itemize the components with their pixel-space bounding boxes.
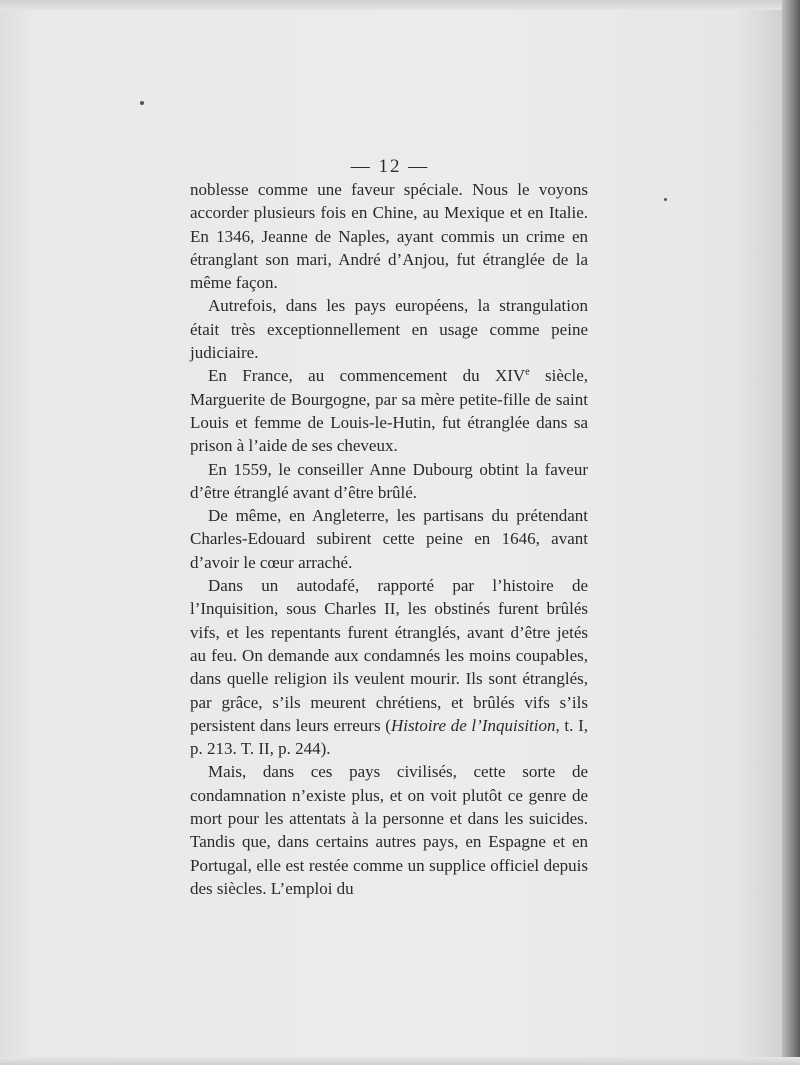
paragraph-text: Mais, dans ces pays civilisés, cette sorte de condamnation n’existe plus, et on voit plutôt ce genre de mort pour les attentats à la personne et dans les suicides. Tandis que, dans certains autres pays, en Espagne et en Portugal, elle est restée comme un supplice officiel depuis des siècles. L’emploi du xyxy=(190,762,588,898)
ink-speck xyxy=(664,198,667,201)
paragraph xyxy=(190,760,588,900)
paragraph xyxy=(190,294,588,364)
paragraph-text: De même, en Angleterre, les partisans du prétendant Charles-Edouard subirent cette peine en 1646, avant d’avoir le cœur arraché. xyxy=(190,506,588,572)
body-text xyxy=(190,178,588,900)
page-top-shadow xyxy=(0,0,800,10)
paragraph xyxy=(190,364,588,457)
paragraph-text: siècle, Marguerite de Bourgogne, par sa mère petite-fille de saint Louis et femme de Louis-le-Hutin, fut étranglée dans sa prison à l’aide de ses cheveux. xyxy=(190,366,588,456)
paragraph-text: noblesse comme une faveur spéciale. Nous le voyons accorder plusieurs fois en Chine, au Mexique et en Italie. En 1346, Jeanne de Naples, ayant commis un crime en étranglant son mari, André d’Anjou, fut étranglée de la même façon. xyxy=(190,180,588,293)
paragraph-text: En France, au commencement du XIV xyxy=(208,366,526,386)
paragraph-text: Autrefois, dans les pays européens, la strangulation était très exceptionnellement en usage comme peine judiciaire. xyxy=(190,296,588,363)
paragraph xyxy=(190,574,588,760)
ink-speck xyxy=(140,101,144,105)
paragraph-text: t. I, p. 213. T. II, p. 244). xyxy=(190,715,588,759)
page-number: — 12 — xyxy=(350,156,430,177)
paragraph xyxy=(190,458,588,505)
paragraph xyxy=(190,504,588,574)
superscript: e xyxy=(525,366,530,378)
page-bottom-shadow xyxy=(0,1057,800,1065)
page-binding-edge xyxy=(782,0,800,1065)
paragraph-text: Dans un autodafé, rapporté par l’histoire de l’Inquisition, sous Charles II, les obstinés furent brûlés vifs, et les repentants furent étranglés, avant d’être jetés au feu. On demande aux condamnés les moins coupables, dans quelle religion ils veulent mourir. Ils sont étranglés, par grâce, s’ils meurent chrétiens, et brûlés vifs s’ils persistent dans leurs erreurs ( xyxy=(190,576,588,735)
paragraph-text: En 1559, le conseiller Anne Dubourg obtint la faveur d’être étranglé avant d’être brûlé. xyxy=(190,459,588,502)
paragraph xyxy=(190,178,588,294)
book-title: Histoire de l’Inquisition, xyxy=(390,715,560,735)
